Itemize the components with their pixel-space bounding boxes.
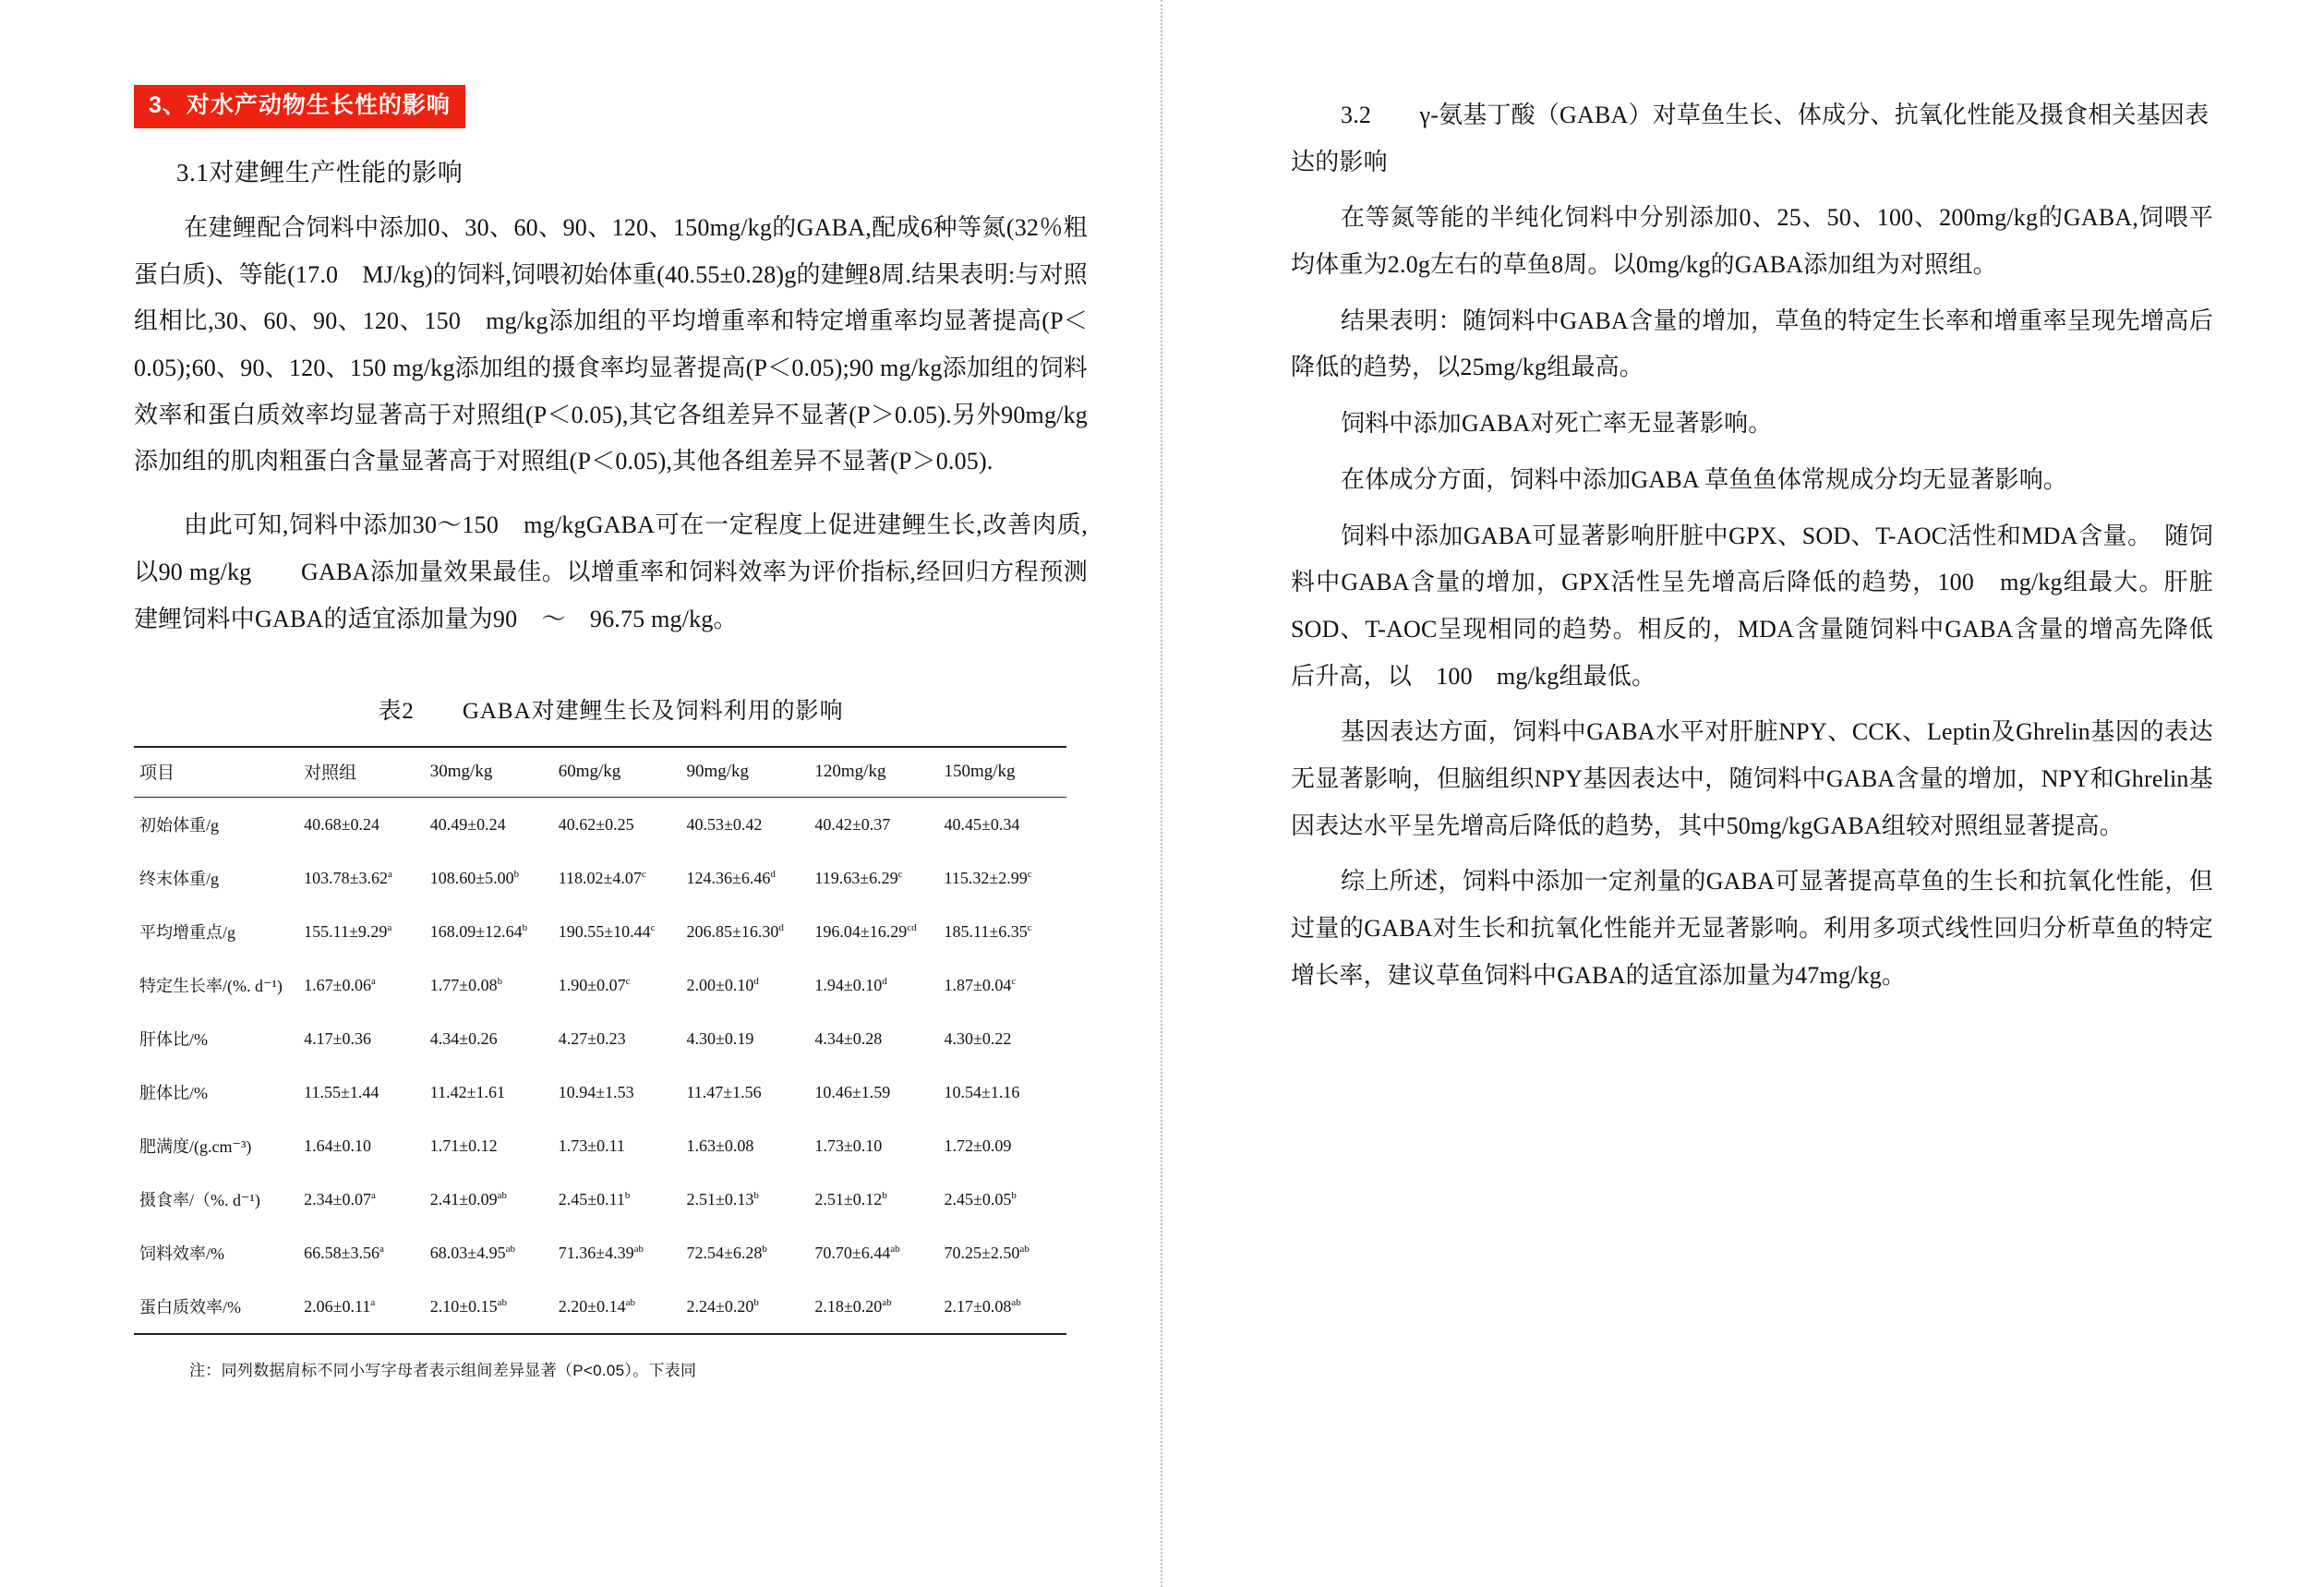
table-cell-value: 4.34±0.26 [429,1028,498,1048]
significance-superscript: b [624,1189,631,1201]
paragraph-3-2-2: 结果表明：随饲料中GABA含量的增加，草鱼的特定生长率和增重率呈现先增高后降低的趋势，以25mg/kg组最高。 [1291,307,2213,381]
table-row [134,1065,1066,1119]
table-cell-value: 1.72±0.09 [944,1136,1012,1155]
significance-superscript: cd [907,921,917,933]
table-caption: 表2 GABA对建鲤生长及饲料利用的影响 [378,699,844,725]
table-cell-item: 饲料效率/% [139,1244,224,1264]
table-cell-value: 155.11±9.29$^a$ [304,921,392,941]
significance-superscript: ab [890,1243,900,1255]
table-cell-value: 1.77±0.08$^b$ [429,975,503,994]
table-cell-value: 10.54±1.16 [944,1082,1020,1101]
paragraph-3-2-4: 在体成分方面，饲料中添加GABA 草鱼鱼体常规成分均无显著影响。 [1341,465,2068,493]
table-cell-value: 1.73±0.11 [558,1136,625,1155]
significance-superscript: b [497,975,503,987]
significance-superscript: a [371,975,376,987]
table-cell-value: 2.18±0.20$^{ab}$ [811,1280,940,1334]
table-cell-value: 2.24±0.20$^b$ [682,1280,811,1334]
significance-superscript: c [1027,868,1032,880]
subsection-heading-3-1: 3.1对建鲤生产性能的影响 [176,159,464,186]
significance-superscript: d [753,975,759,987]
col-header-90: 90mg/kg [682,747,811,798]
table-cell-value: 196.04±16.29$^{cd}$ [814,921,917,941]
table-cell-value: 4.30±0.19 [686,1028,754,1048]
table-cell-value: 10.46±1.59 [814,1082,891,1101]
significance-superscript: c [1027,921,1032,933]
table-cell-item: 肝体比/% [139,1030,208,1050]
significance-superscript: ab [505,1243,516,1255]
table-cell-item: 肥满度/(g.cm⁻³) [139,1137,252,1157]
table-cell-value: 4.34±0.28 [814,1028,883,1048]
significance-superscript: a [371,1189,376,1201]
table-row [134,1280,1066,1334]
table-cell-value: 40.53±0.42 [686,814,763,834]
table-cell-value: 40.68±0.24 [304,814,380,834]
table-cell-value: 1.63±0.08 [686,1136,754,1155]
table-cell-value: 70.25±2.50$^{ab}$ [944,1243,1030,1262]
significance-superscript: a [387,921,392,933]
table-cell-value: 2.45±0.11$^b$ [558,1189,631,1208]
table-cell-value: 2.06±0.11$^a$ [300,1280,427,1334]
table-cell-item: 摄食率/（%. d⁻¹) [139,1191,260,1210]
table-cell-value: 72.54±6.28$^b$ [686,1243,767,1262]
significance-superscript: d [770,868,776,880]
table-cell-value: 4.30±0.22 [944,1028,1012,1048]
significance-superscript: ab [497,1189,508,1201]
table-cell-value: 1.87±0.04$^c$ [944,975,1017,994]
table-cell-value: 2.45±0.05$^b$ [944,1189,1017,1208]
significance-superscript: d [778,921,784,933]
significance-superscript: ab [1011,1296,1021,1308]
table-row [134,1172,1066,1226]
col-header-item: 项目 [134,747,300,798]
table-header-row [134,747,1066,798]
significance-superscript: c [641,868,646,880]
significance-superscript: ab [1019,1243,1030,1255]
table-cell-value: 70.70±6.44$^{ab}$ [814,1243,900,1262]
table-cell-item: 特定生长率/(%. d⁻¹) [139,977,283,996]
significance-superscript: a [388,868,392,880]
paragraph-3-2-6: 基因表达方面，饲料中GABA水平对肝脏NPY、CCK、Leptin及Ghrelin基因的表达无显著影响，但脑组织NPY基因表达中，随饲料中GABA含量的增加，NPY和Ghrelin基因表达水平呈先增高后降低的趋势，其中50mg/kgGABA组较对照组显著提高。 [1291,718,2213,839]
significance-superscript: ab [633,1243,644,1255]
table-cell-item: 平均增重点/g [139,923,236,943]
table-row [134,798,1066,852]
table-cell-value: 168.09±12.64$^b$ [429,921,528,941]
significance-superscript: a [379,1243,384,1255]
significance-superscript: b [753,1296,759,1308]
table-cell-value: 11.42±1.61 [429,1082,505,1101]
significance-superscript: c [650,921,656,933]
table-cell-value: 1.94±0.10$^d$ [814,975,887,994]
table-cell-value: 119.63±6.29$^c$ [814,868,903,887]
table-cell-value: 10.94±1.53 [558,1082,634,1101]
table-cell-item: 终末体重/g [139,870,220,889]
significance-superscript: b [522,921,528,933]
paragraph-3-2-3: 饲料中添加GABA对死亡率无显著影响。 [1341,410,1773,438]
table-cell-value: 11.55±1.44 [304,1082,379,1101]
significance-superscript: ab [497,1296,508,1308]
significance-superscript: b [1011,1189,1017,1201]
right-column [1162,0,2324,1587]
table-cell-value: 71.36±4.39$^{ab}$ [558,1243,644,1262]
table-cell-value: 2.00±0.10$^d$ [686,975,759,994]
table-cell-value: 2.20±0.14$^{ab}$ [555,1280,683,1334]
significance-superscript: b [513,868,520,880]
table-cell-value: 40.42±0.37 [814,814,891,834]
table-cell-value: 1.90±0.07$^c$ [558,975,631,994]
significance-superscript: b [762,1243,767,1255]
table-cell-value: 108.60±5.00$^b$ [429,868,520,887]
col-header-120: 120mg/kg [811,747,940,798]
table-cell-value: 1.71±0.12 [429,1136,498,1155]
table-cell-value: 40.62±0.25 [558,814,634,834]
table-cell-value: 206.85±16.30$^d$ [686,921,784,941]
table-cell-value: 190.55±10.44$^c$ [558,921,656,941]
table-cell-value: 40.45±0.34 [944,814,1020,834]
table-cell-item: 脏体比/% [139,1084,208,1103]
table-cell-value: 66.58±3.56$^a$ [304,1243,384,1262]
table-cell-value: 1.64±0.10 [304,1136,372,1155]
table-cell-value: 4.27±0.23 [558,1028,626,1048]
table-row [134,1012,1066,1065]
table-cell-value: 118.02±4.07$^c$ [558,868,646,887]
table-cell-value: 68.03±4.95$^{ab}$ [429,1243,516,1262]
table-cell-value: 1.73±0.10 [814,1136,883,1155]
table-cell-value: 2.51±0.13$^b$ [686,1189,759,1208]
significance-superscript: a [370,1296,376,1308]
paragraph-3-2-7: 综上所述，饲料中添加一定剂量的GABA可显著提高草鱼的生长和抗氧化性能，但过量的GABA对生长和抗氧化性能并无显著影响。利用多项式线性回归分析草鱼的特定增长率，建议草鱼饲料中GABA的适宜添加量为47mg/kg。 [1291,868,2213,989]
col-header-control: 对照组 [300,747,427,798]
table-row [134,958,1066,1012]
table-footnote: 注：同列数据肩标不同小写字母者表示组间差异显著（P<0.05）。下表同 [189,1362,697,1380]
table-cell-value: 185.11±6.35$^c$ [944,921,1032,941]
table-body [134,798,1066,1335]
paragraph-3-1-1: 在建鲤配合饲料中添加0、30、60、90、120、150mg/kg的GABA,配成6种等氮(32％粗蛋白质)、等能(17.0 MJ/kg)的饲料,饲喂初始体重(40.55±0.28)g的建鲤8周.结果表明:与对照组相比,30、60、90、120、150 mg/kg添加组的平均增重率和特定增重率均显著提高(P＜0.05);60、90、120、150 mg/kg添加组的摄食率均显著提高(P＜0.05);90 mg/kg添加组的饲料效率和蛋白质效率均显著高于对照组(P＜0.05),其它各组差异不显著(P＞0.05).另外90mg/kg添加组的肌肉粗蛋白含量显著高于对照组(P＜0.05),其他各组差异不显著(P＞0.05). [134,214,1088,475]
significance-superscript: c [625,975,631,987]
table-row [134,1119,1066,1172]
table-cell-value: 1.67±0.06$^a$ [304,975,376,994]
significance-superscript: b [753,1189,759,1201]
section-banner-heading: 3、对水产动物生长性的影响 [134,85,465,128]
growth-performance-table [134,746,1066,1335]
table-cell-value: 124.36±6.46$^d$ [686,868,776,887]
significance-superscript: ab [882,1296,892,1308]
table-cell-value: 2.17±0.08$^{ab}$ [940,1280,1066,1334]
paragraph-3-2-1: 在等氮等能的半纯化饲料中分别添加0、25、50、100、200mg/kg的GABA,饲喂平均体重为2.0g左右的草鱼8周。以0mg/kg的GABA添加组为对照组。 [1291,204,2213,279]
col-header-60: 60mg/kg [555,747,683,798]
significance-superscript: c [1011,975,1017,987]
significance-superscript: b [882,1189,887,1201]
table-cell-value: 2.51±0.12$^b$ [814,1189,887,1208]
subsection-heading-3-2: 3.2 γ-氨基丁酸（GABA）对草鱼生长、体成分、抗氧化性能及摄食相关基因表达的影响 [1291,102,2210,175]
significance-superscript: d [882,975,887,987]
table-cell-value: 2.41±0.09$^{ab}$ [429,1189,508,1208]
col-header-30: 30mg/kg [427,747,555,798]
table-cell-value: 40.49±0.24 [429,814,506,834]
table-row [134,905,1066,958]
significance-superscript: c [897,868,903,880]
table-cell-value: 2.34±0.07$^a$ [304,1189,376,1208]
table-cell-item: 初始体重/g [139,816,220,836]
paragraph-3-2-5: 饲料中添加GABA可显著影响肝脏中GPX、SOD、T-AOC活性和MDA含量。 随饲料中GABA含量的增加，GPX活性呈先增高后降低的趋势，100 mg/kg组最大。肝脏SOD、T-AOC呈现相同的趋势。相反的，MDA含量随饲料中GABA含量的增高先降低后升高，以 100 mg/kg组最低。 [1291,522,2213,690]
table-head [134,747,1066,798]
paragraph-3-1-2: 由此可知,饲料中添加30～150 mg/kgGABA可在一定程度上促进建鲤生长,改善肉质,以90 mg/kg GABA添加量效果最佳。以增重率和饲料效率为评价指标,经回归方程预测建鲤饲料中GABA的适宜添加量为90 ～ 96.75 mg/kg。 [134,511,1088,632]
table-row [134,1226,1066,1280]
table-cell-value: 11.47±1.56 [686,1082,762,1101]
table-cell-value: 103.78±3.62$^a$ [304,868,392,887]
table-cell-item: 蛋白质效率/% [134,1280,300,1334]
col-header-150: 150mg/kg [940,747,1066,798]
table-row [134,851,1066,905]
significance-superscript: ab [625,1296,635,1308]
column-divider [1161,0,1162,1587]
table-cell-value: 4.17±0.36 [304,1028,372,1048]
table-cell-value: 115.32±2.99$^c$ [944,868,1032,887]
table-cell-value: 2.10±0.15$^{ab}$ [427,1280,555,1334]
